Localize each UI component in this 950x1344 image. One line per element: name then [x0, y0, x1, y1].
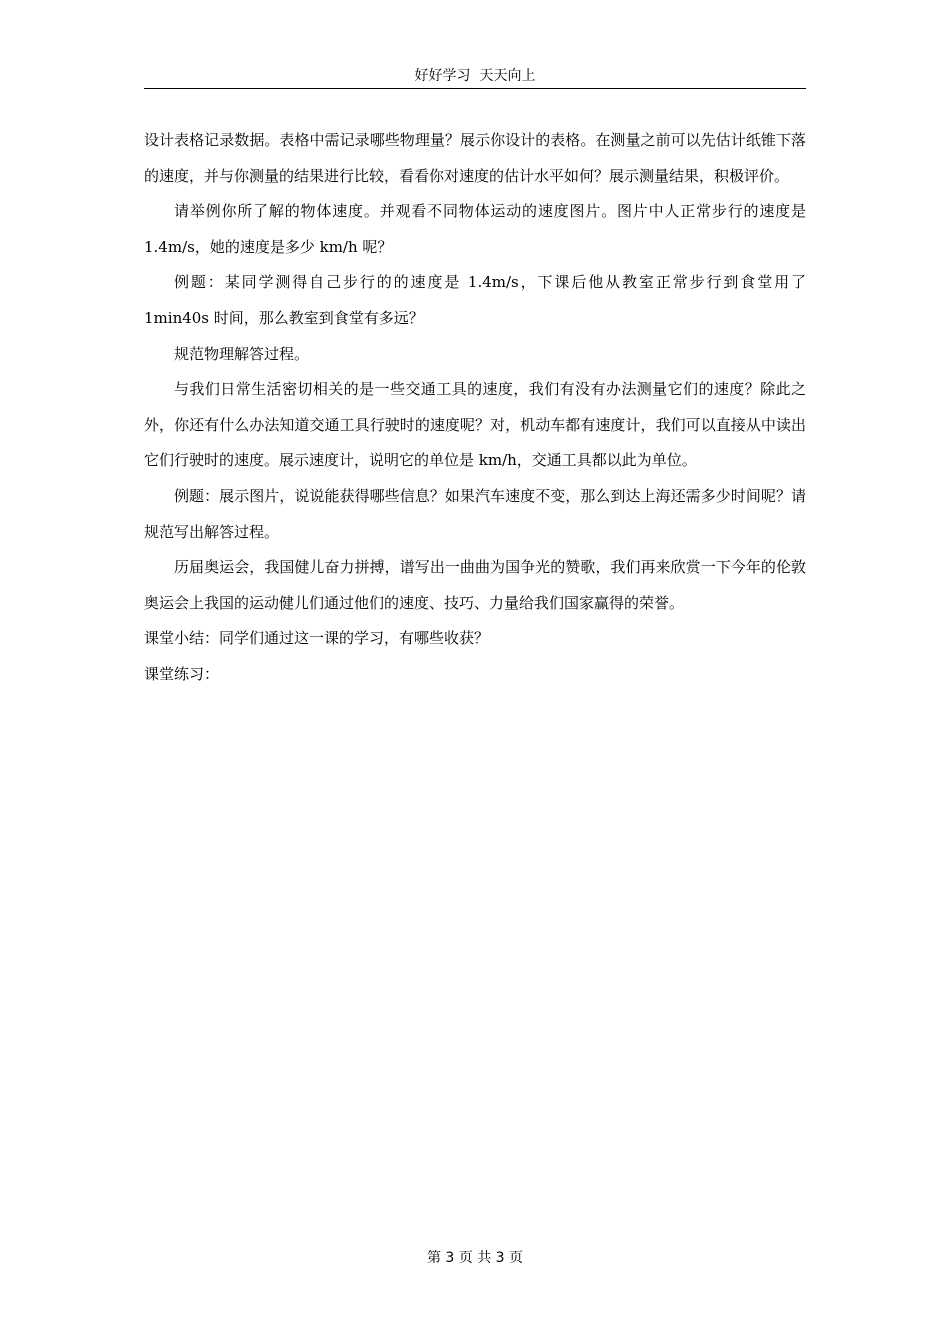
paragraph-speed-examples: 请举例你所了解的物体速度。并观看不同物体运动的速度图片。图片中人正常步行的速度是 1.4m/s，她的速度是多少 km/h 呢？ [144, 202, 806, 256]
page-footer [0, 1248, 950, 1268]
paragraph-summary: 课堂小结：同学们通过这一课的学习，有哪些收获？ [144, 629, 490, 648]
paragraph-vehicle-speed: 与我们日常生活密切相关的是一些交通工具的速度，我们有没有办法测量它们的速度？除此之外，你还有什么办法知道交通工具行驶时的速度呢？对，机动车都有速度计，我们可以直接从中读出它们行驶时的速度。展示速度计，说明它的单位是 km/h，交通工具都以此为单位。 [144, 380, 806, 470]
paragraph-olympics: 历届奥运会，我国健儿奋力拼搏，谱写出一曲曲为国争光的赞歌，我们再来欣赏一下今年的伦敦奥运会上我国的运动健儿们通过他们的速度、技巧、力量给我们国家赢得的荣誉。 [144, 558, 806, 612]
header-text: 好好学习 天天向上 [414, 68, 536, 84]
paragraph-walking-example: 例题：某同学测得自己步行的的速度是 1.4m/s，下课后他从教室正常步行到食堂用了 1min40s 时间，那么教室到食堂有多远？ [144, 273, 806, 327]
paragraph-table-design: 设计表格记录数据。表格中需记录哪些物理量？展示你设计的表格。在测量之前可以先估计纸锥下落的速度，并与你测量的结果进行比较，看看你对速度的估计水平如何？展示测量结果，积极评价。 [144, 131, 806, 185]
document-body [144, 123, 806, 693]
paragraph-exercises: 课堂练习： [144, 664, 220, 683]
paragraph-car-example: 例题：展示图片，说说能获得哪些信息？如果汽车速度不变，那么到达上海还需多少时间呢？请规范写出解答过程。 [144, 486, 806, 541]
paragraph-answer-process: 规范物理解答过程。 [174, 344, 310, 363]
page-number: 第 3 页 共 3 页 [426, 1250, 524, 1266]
page-header [144, 66, 806, 89]
